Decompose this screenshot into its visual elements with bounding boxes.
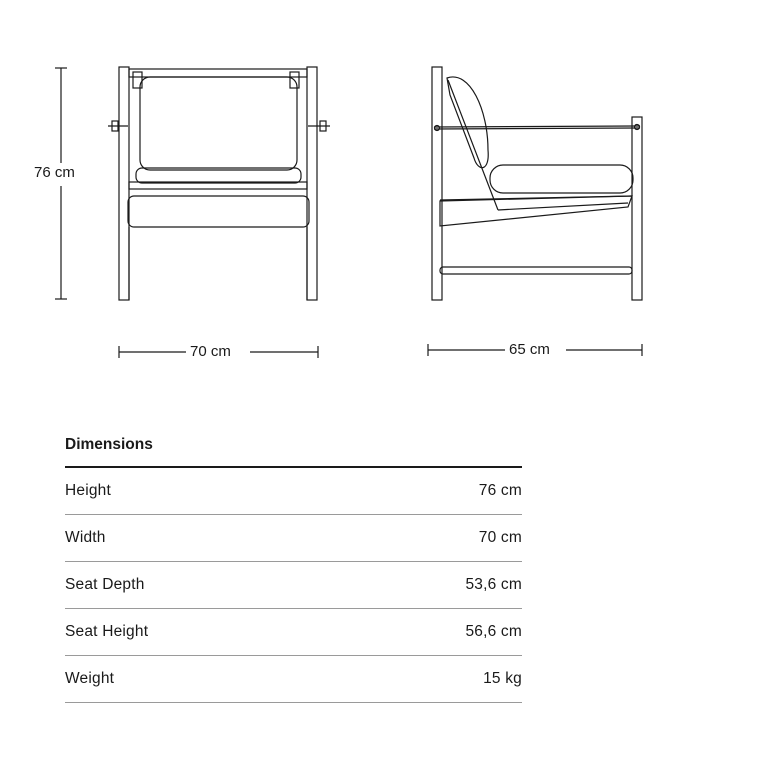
dimensions-table bbox=[65, 432, 522, 703]
row-label: Seat Height bbox=[65, 623, 149, 640]
height-dimension-line bbox=[55, 68, 67, 299]
table-row bbox=[65, 468, 522, 515]
table-row bbox=[65, 515, 522, 562]
table-row bbox=[65, 656, 522, 703]
depth-dimension-label: 65 cm bbox=[505, 341, 554, 359]
height-dimension-label: 76 cm bbox=[34, 164, 75, 181]
chair-front-view bbox=[108, 67, 330, 300]
row-label: Seat Depth bbox=[65, 576, 145, 593]
row-value: 56,6 cm bbox=[465, 623, 522, 640]
row-label: Weight bbox=[65, 670, 115, 687]
width-dimension-label: 70 cm bbox=[186, 343, 235, 361]
row-label: Width bbox=[65, 529, 106, 546]
row-value: 15 kg bbox=[483, 670, 522, 687]
row-label: Height bbox=[65, 482, 112, 499]
table-row bbox=[65, 562, 522, 609]
chair-side-view bbox=[432, 67, 642, 300]
row-value: 53,6 cm bbox=[465, 576, 522, 593]
table-title: Dimensions bbox=[65, 432, 522, 468]
row-value: 70 cm bbox=[478, 529, 522, 546]
row-value: 76 cm bbox=[478, 482, 522, 499]
table-row bbox=[65, 609, 522, 656]
